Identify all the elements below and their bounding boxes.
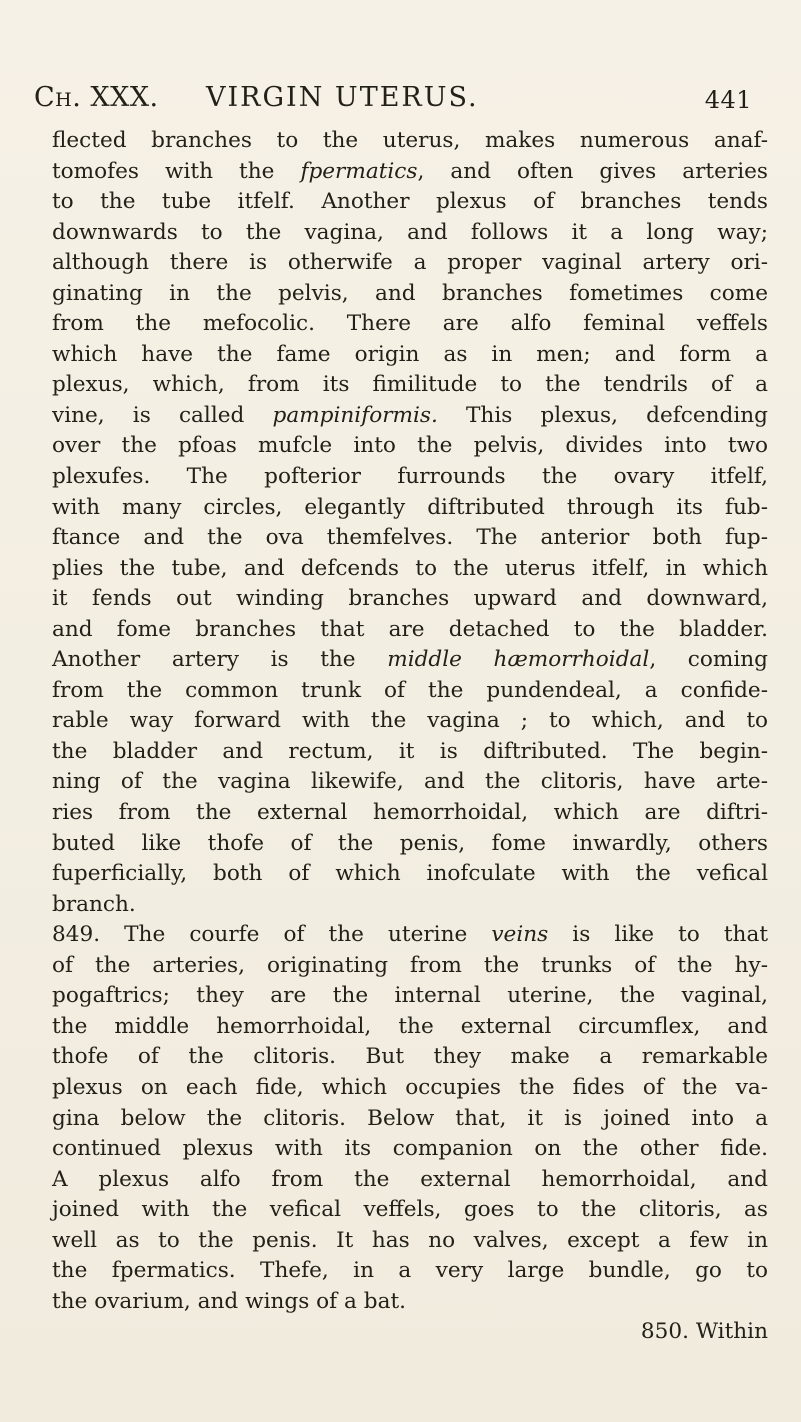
text-line: which have the fame origin as in men; and form a: [52, 341, 768, 367]
text-line: branch.: [52, 891, 136, 917]
text-line: with many circles, elegantly diftributed through its fub-: [52, 494, 768, 520]
text-line: tomofes with the fpermatics, and often gives arteries: [52, 158, 768, 184]
text-line: rable way forward with the vagina ; to which, and to: [52, 708, 768, 734]
text-line: Another artery is the middle hæmorrhoidal, coming: [52, 647, 769, 673]
text-line: and fome branches that are detached to the bladder.: [52, 616, 768, 642]
text-line: joined with the vefical veffels, goes to the clitoris, as: [52, 1197, 768, 1223]
text-line: 850. Within: [640, 1319, 768, 1345]
text-line: the bladder and rectum, it is diftributed. The begin-: [52, 738, 768, 764]
text-line: thofe of the clitoris. But they make a remarkable: [52, 1044, 768, 1070]
running-header: [34, 82, 752, 118]
text-line: ginating in the pelvis, and branches fometimes come: [52, 280, 768, 306]
text-line: over the pfoas mufcle into the pelvis, divides into two: [52, 433, 768, 459]
text-line: well as to the penis. It has no valves, except a few in: [52, 1227, 768, 1253]
text-line: pogaftrics; they are the internal uterine, the vaginal,: [52, 983, 768, 1009]
text-line: buted like thofe of the penis, fome inwardly, others: [52, 830, 768, 856]
text-line: 849. The courfe of the uterine veins is like to that: [52, 922, 768, 948]
text-line: plies the tube, and defcends to the uterus itfelf, in which: [52, 555, 768, 581]
text-line: vine, is called pampiniformis. This plexus, defcending: [52, 402, 768, 428]
page-title: VIRGIN UTERUS.: [206, 82, 479, 113]
text-line: plexus, which, from its fimilitude to the tendrils of a: [52, 372, 768, 398]
text-line: fuperficially, both of which inofculate with the vefical: [52, 861, 768, 887]
text-line: the middle hemorrhoidal, the external circumflex, and: [52, 1013, 768, 1039]
text-line: the fpermatics. Thefe, in a very large bundle, go to: [52, 1258, 768, 1284]
text-line: continued plexus with its companion on the other fide.: [52, 1136, 768, 1162]
text-line: to the tube itfelf. Another plexus of branches tends: [52, 189, 768, 215]
text-line: plexus on each fide, which occupies the fides of the va-: [52, 1074, 768, 1100]
text-line: it fends out winding branches upward and downward,: [52, 586, 768, 612]
text-line: ftance and the ova themfelves. The anterior both fup-: [52, 525, 768, 551]
page-number: 441: [704, 86, 752, 114]
text-line: from the common trunk of the pundendeal, a confide-: [52, 677, 768, 703]
text-line: plexufes. The pofterior furrounds the ovary itfelf,: [52, 464, 768, 490]
text-line: of the arteries, originating from the trunks of the hy-: [52, 952, 768, 978]
text-line: A plexus alfo from the external hemorrhoidal, and: [52, 1166, 768, 1192]
text-line: ning of the vagina likewife, and the clitoris, have arte-: [52, 769, 768, 795]
text-line: downwards to the vagina, and follows it a long way;: [52, 219, 768, 245]
text-line: gina below the clitoris. Below that, it is joined into a: [52, 1105, 768, 1131]
body-text: [52, 126, 768, 1348]
text-line: from the mefocolic. There are alfo feminal veffels: [52, 311, 768, 337]
chapter-label: Ch. XXX.: [34, 82, 159, 113]
text-line: ries from the external hemorrhoidal, which are diftri-: [52, 800, 768, 826]
text-line: the ovarium, and wings of a bat.: [52, 1288, 407, 1314]
text-line: although there is otherwife a proper vaginal artery ori-: [52, 250, 768, 276]
text-line: flected branches to the uterus, makes numerous anaf-: [52, 128, 768, 153]
